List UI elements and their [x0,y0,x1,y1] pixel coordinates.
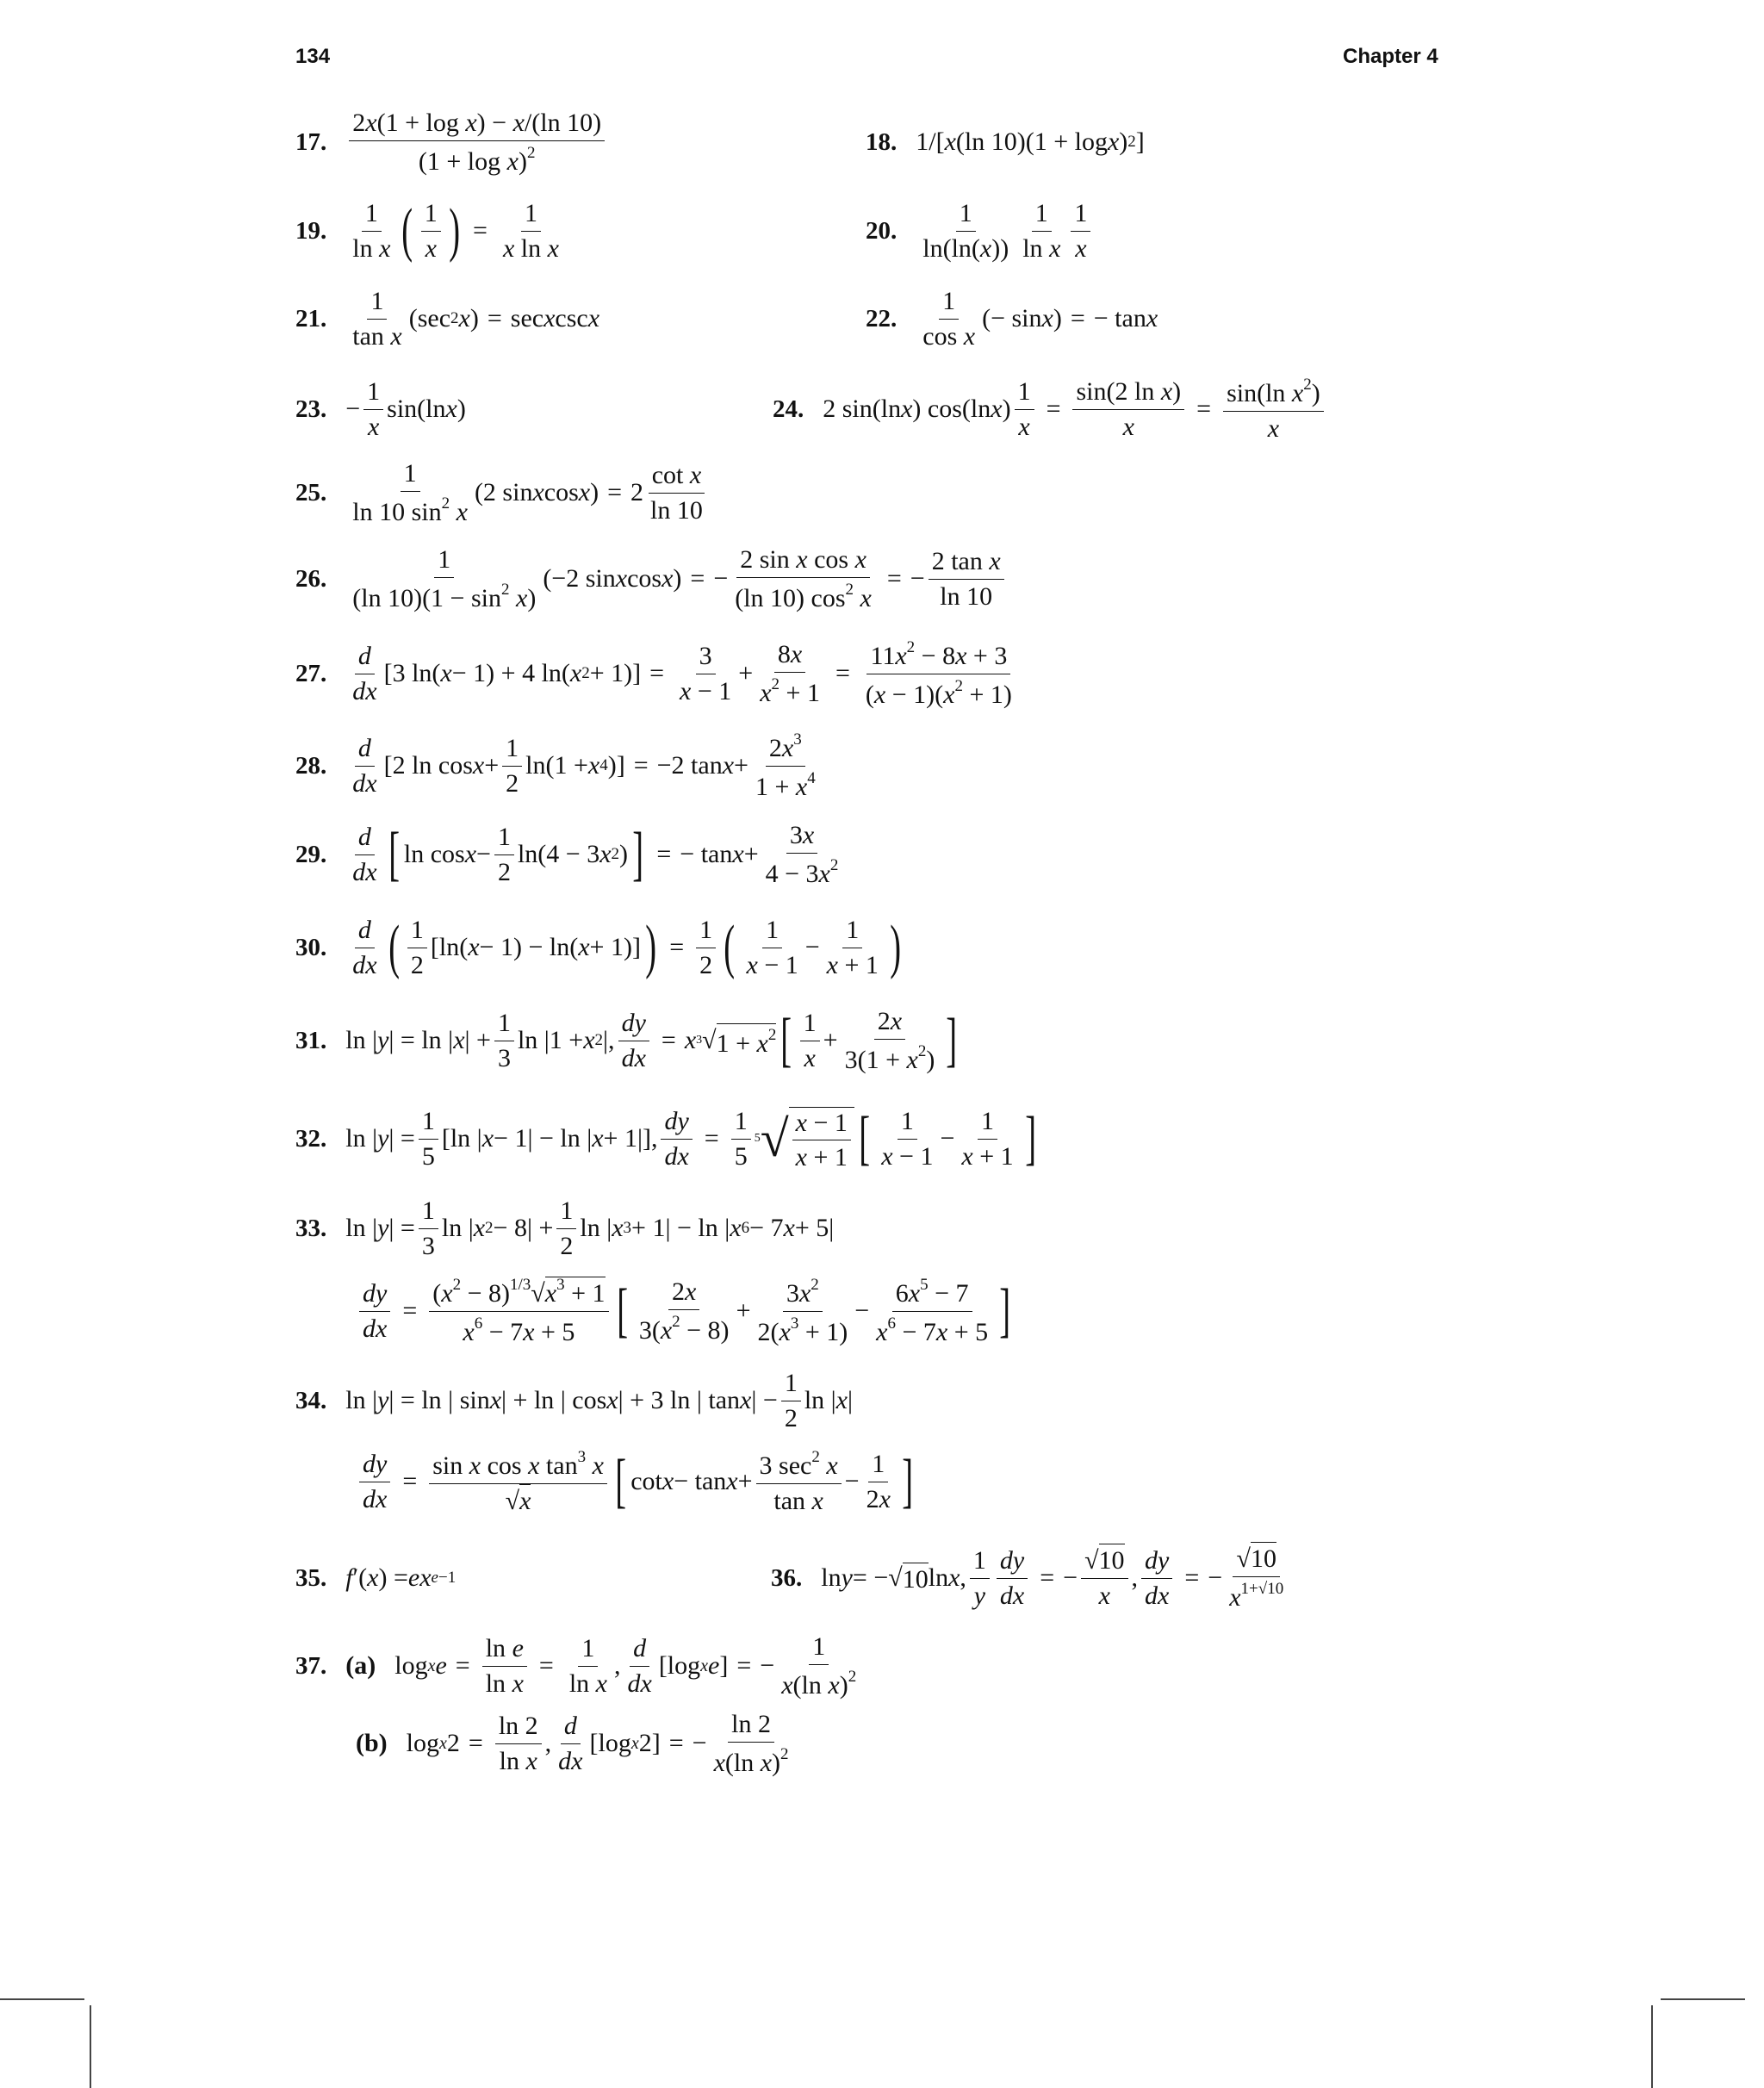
problem-number: 20. [866,216,898,245]
answer-expression: ln | y | = 1 3 ln | x 2 − 8| + 1 2 ln | x 3 + 1| − ln | x 6 − 7 x + 5| [345,1196,835,1260]
problem-number: 36. [771,1563,803,1592]
problem-number: 21. [295,304,327,332]
problem-33-derivative [356,1268,1015,1354]
answer-expression: 1 ln 10 $\sin^2 x$ (2 sin x cos x ) = 2 $\frac{\text{cot x}}{\ln 10}$ [345,460,710,525]
problem-20 [866,188,1094,274]
problem-number: 26. [295,564,327,593]
problem-34-derivative [356,1439,917,1525]
problem-25 [295,450,710,536]
answer-expression: d dx ( 1 2 [ln( x − 1) − ln( x + 1)] ) = $\frac{1}{2}$ ( 1 x − 1 − 1 x + 1 ) [352,914,901,980]
problem-19 [295,188,566,274]
problem-number: 33. [295,1214,327,1242]
problem-23 [295,366,466,452]
answer-expression: $\frac{dy}{dx}$ = $\frac{(x^2 - 8)^{1/3}√x^3 + 1}{x^6 - 7x + 5}$ [ 2x $3(x^2 - 8)$ + $3x^2$ $2(x^3 + 1)$ − $6x^5 - 7$ $x^6 - 7x + 5$ ] [356,1277,1015,1345]
answer-expression: d dx [2 ln cos x + 1 2 ln(1 + x 4 )] = −2 tan x + $2x^3$ $1 + x^4$ [352,730,816,801]
problem-33 [295,1185,834,1271]
problem-number: 19. [295,216,327,245]
problem-number: 24. [773,395,804,423]
problem-30 [295,904,905,991]
problem-17 [295,99,608,185]
problem-35 [295,1535,456,1621]
problem-32 [295,1096,1040,1182]
answer-expression: ln | y | = 1 5 [ln | x − 1| − ln | x + 1|], $\frac{dy}{dx}$ = $\frac{1}{5}$ 5 √ $\frac{x - 1}{x + 1}$ [ 1 x − 1 − 1 x + 1 ] [345,1105,1036,1171]
answer-expression: d dx [3 ln( x − 1) + 4 ln( x 2 + 1)] = $\frac{3}{x - 1}$ + $\frac{8x}{x^2 + 1}$ = $\frac{11x^2 - 8x + 3}{(x - 1)(x^2 + 1)}$ [352,638,1012,709]
problem-28 [295,723,823,809]
answer-expression: 1 ln x ( 1 x ) = $\frac{1}{\text{x ln x}}$ [352,197,559,264]
problem-24 [773,366,1327,452]
problem-number: 25. [295,478,327,506]
answer-expression: $\frac{dy}{dx}$ = $\frac{\sin x \cos x \tan^3 x}{√x}$ [ cot x − tan x + 3 $\sec^2 x$ tan x − 1 2x ] [356,1449,917,1514]
problem-number: 23. [295,395,327,423]
problem-37b [356,1700,796,1787]
chapter-title: Chapter 4 [1343,45,1438,68]
problem-number: 29. [295,840,327,868]
problem-number: 31. [295,1026,327,1054]
answer-expression: d dx [ ln cos x − 1 2 ln(4 − 3 x 2 ) ] = − tan x + 3x $4 - 3x^2$ [352,821,839,888]
problem-number: 27. [295,659,327,687]
problem-27 [295,631,1019,717]
answer-expression: f ′( x ) = ex e−1 [345,1563,457,1592]
crop-mark [90,2005,91,2088]
crop-mark [1651,2005,1653,2088]
answer-expression: − 1 x sin(ln x ) [345,377,466,441]
problem-21 [295,276,599,362]
problem-18 [866,99,1145,185]
answer-expression: 1 tan x (sec 2 x ) = sec x csc x [352,287,600,351]
problem-31 [295,997,962,1084]
crop-mark [0,1998,84,2000]
problem-36 [771,1535,1290,1621]
problem-37 [295,1623,863,1709]
answer-expression: 1 ln(ln(x)) 1 ln x 1 x [916,200,1094,262]
answer-expression: ln | y | = ln | x | + 1 3 ln |1 + x 2 |, $\frac{dy}{dx}$ = x 3 √ $1 + x^2$ [ 1 x + 2x $3(1 + x^2)$ ] [345,1007,958,1074]
answer-expression: (b) log x 2 = $\frac{\ln 2}{\text{ln x}}$ , d dx [log x 2] = − $\frac{\ln 2}{x(\ln x)^2}$ [356,1710,789,1777]
answer-expression: 2 sin(ln x ) cos(ln x ) $\frac{1}{x}$ = $\frac{\text{sin(2 ln x)}}{x}$ = $\frac{\sin(\ln x^2)}{x}$ [823,376,1327,442]
problem-number: 35. [295,1563,327,1592]
problem-34 [295,1358,853,1444]
answer-expression: ln y = −√ 10 ln x , 1 y $\frac{dy}{dx}$ = − $\frac{√10}{x}$ , $\frac{dy}{dx}$ = − $\frac{√10}{x^{1+√10}}$ [821,1545,1290,1611]
problem-number: 34. [295,1386,327,1414]
problem-22 [866,276,1158,362]
crop-mark [1661,1998,1745,2000]
problem-number: 30. [295,933,327,961]
problem-29 [295,811,845,898]
problem-number: 32. [295,1124,327,1153]
page-number: 134 [295,45,331,68]
answer-expression: ln | y | = ln | sin x | + ln | cos x | + 3 ln | tan x | − 1 2 ln | x | [345,1369,853,1432]
answer-expression: 1 cos x (− sin x ) = − tan x [922,287,1158,351]
problem-26 [295,536,1008,622]
problem-number: 37. [295,1651,327,1680]
answer-expression: 1 (ln $10)(1 - \sin^2 x)$ (−2 sin x cos x ) = − $\frac{\text{2 sin x cos x}}{(\ln 10) \cos^2 x}$ = − $\frac{\text{2 tan x}}{\ln 10}$ [345,546,1007,612]
problem-number: 17. [295,127,327,156]
answer-expression: 1/[ x (ln 10)(1 + log x ) 2 ] [916,127,1145,156]
problem-number: 18. [866,127,898,156]
problem-number: 22. [866,304,898,332]
problem-number: 28. [295,751,327,780]
answer-expression: (a) log x e = $\frac{\text{ln e}}{\text{ln x}}$ = $\frac{1}{\text{ln x}}$ , d dx [log x e ] = − $\frac{1}{x(\ln x)^2}$ [345,1632,857,1700]
answer-expression: 2x(1 + log x) − x/(ln 10) $(1 + \log x)^2$ [345,109,608,175]
